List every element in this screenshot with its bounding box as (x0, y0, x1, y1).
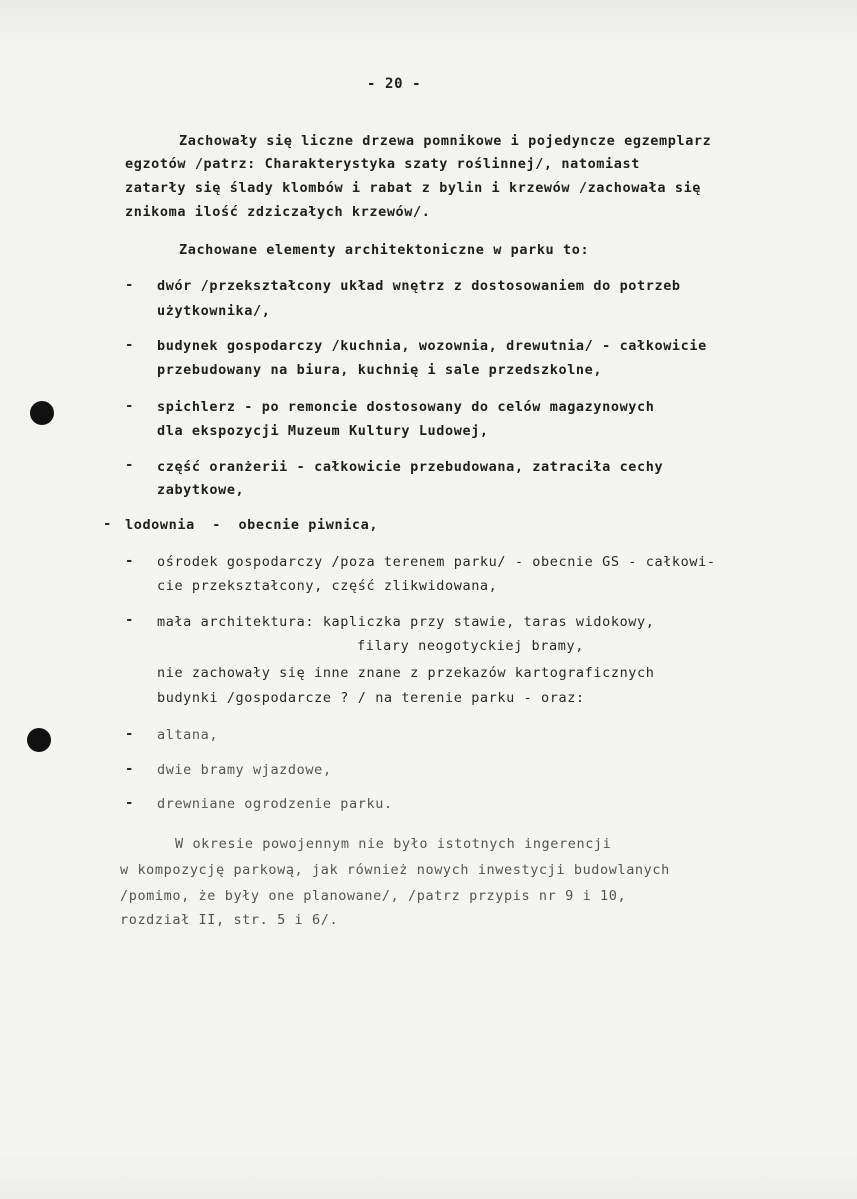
list-item-line: dla ekspozycji Muzeum Kultury Ludowej, (157, 423, 489, 439)
punch-hole (30, 401, 54, 425)
paragraph-line: egzotów /patrz: Charakterystyka szaty roślinnej/, natomiast (125, 156, 640, 172)
paragraph-line: znikoma ilość zdziczałych krzewów/. (125, 204, 431, 220)
list-item-line: filary neogotyckiej bramy, (357, 638, 584, 654)
list-item-line: budynek gospodarczy /kuchnia, wozownia, drewutnia/ - całkowicie (157, 338, 707, 354)
list-bullet: - (125, 612, 134, 628)
list-item-line: zabytkowe, (157, 482, 245, 498)
list-item-line: dwie bramy wjazdowe, (157, 762, 332, 778)
paragraph-line: w kompozycję parkową, jak również nowych inwestycji budowlanych (120, 862, 670, 878)
paragraph-line: zatarły się ślady klombów i rabat z bylin i krzewów /zachowała się (125, 180, 702, 196)
page-number: - 20 - (367, 76, 422, 92)
list-bullet: - (125, 277, 134, 293)
list-bullet: - (125, 553, 134, 569)
punch-hole (27, 728, 51, 752)
list-item-line: dwór /przekształcony układ wnętrz z dostosowaniem do potrzeb (157, 278, 681, 294)
list-bullet: - (125, 337, 134, 353)
paragraph-line: W okresie powojennym nie było istotnych ingerencji (175, 836, 612, 852)
list-item-line: przebudowany na biura, kuchnię i sale przedszkolne, (157, 362, 603, 378)
paragraph-line: Zachowały się liczne drzewa pomnikowe i pojedyncze egzemplarz (179, 133, 712, 149)
list-item-line: mała architektura: kapliczka przy stawie, taras widokowy, (157, 614, 655, 630)
list-item-line: ośrodek gospodarczy /poza terenem parku/ - obecnie GS - całkowi- (157, 554, 716, 570)
paragraph-line: nie zachowały się inne znane z przekazów kartograficznych (157, 665, 655, 681)
list-bullet: - (125, 457, 134, 473)
list-bullet: - (125, 398, 134, 414)
list-item-line: altana, (157, 727, 219, 743)
list-bullet: - (125, 795, 134, 811)
list-item-line: spichlerz - po remoncie dostosowany do celów magazynowych (157, 399, 655, 415)
list-item-line: część oranżerii - całkowicie przebudowana, zatraciła cechy (157, 459, 664, 475)
list-item-line: cie przekształcony, część zlikwidowana, (157, 578, 498, 594)
list-bullet: - (103, 516, 112, 532)
paragraph-line: /pomimo, że były one planowane/, /patrz przypis nr 9 i 10, (120, 888, 627, 904)
intro-line: Zachowane elementy architektoniczne w parku to: (179, 242, 590, 258)
list-bullet: - (125, 726, 134, 742)
list-item-line: drewniane ogrodzenie parku. (157, 796, 393, 812)
list-item-line: użytkownika/, (157, 303, 271, 319)
list-item-line: lodownia - obecnie piwnica, (125, 517, 379, 533)
list-bullet: - (125, 761, 134, 777)
paragraph-line: budynki /gospodarcze ? / na terenie parku - oraz: (157, 690, 585, 706)
paragraph-line: rozdział II, str. 5 i 6/. (120, 912, 339, 928)
